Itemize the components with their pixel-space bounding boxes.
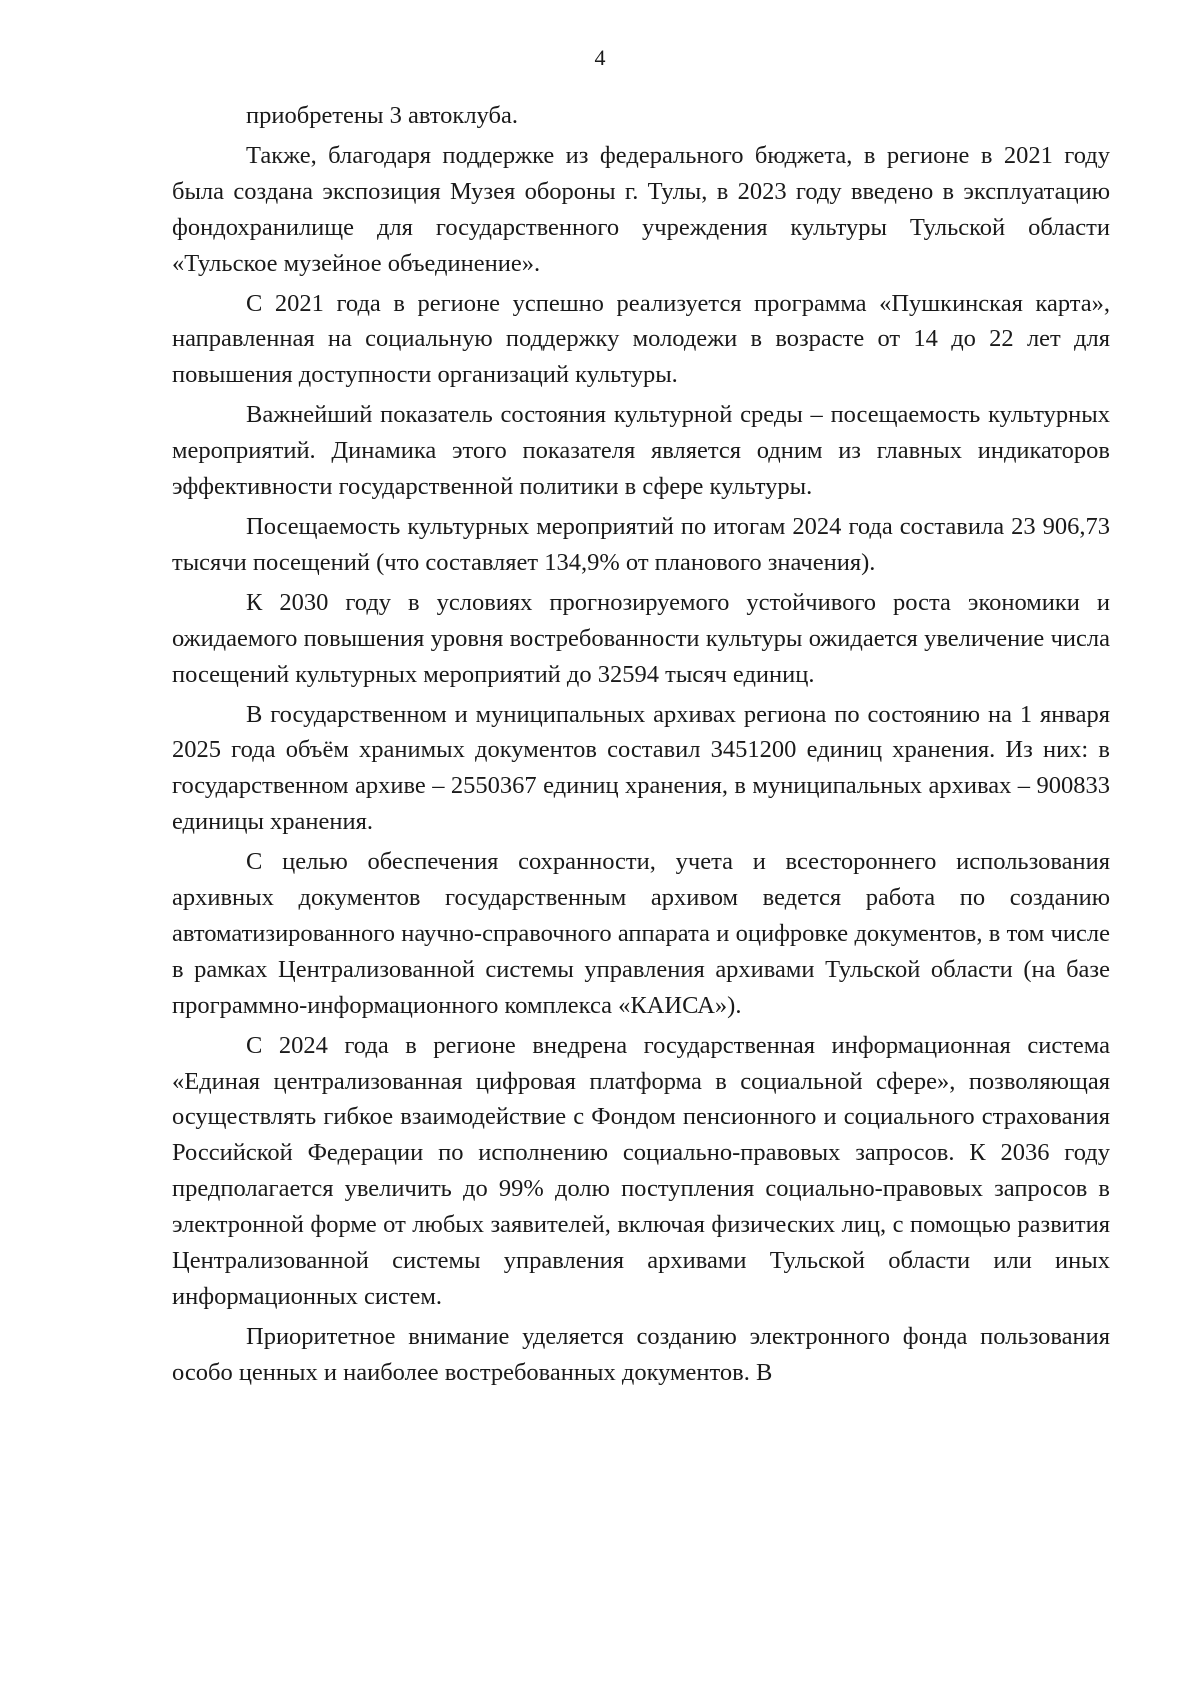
paragraph-7: В государственном и муниципальных архивах региона по состоянию на 1 января 2025 года объём хранимых документов составил 3451200 единиц хранения. Из них: в государственном архиве – 2550367 единиц хранения, в муниципальных архивах – 900833 единицы хранения. <box>172 700 1110 836</box>
paragraph-10: Приоритетное внимание уделяется созданию электронного фонда пользования особо ценных и наиболее востребованных документов. В <box>172 1322 1110 1386</box>
paragraph-9: С 2024 года в регионе внедрена государственная информационная система «Единая централизованная цифровая платформа в социальной сфере», позволяющая осуществлять гибкое взаимодействие с Фондом пенсионного и социального страхования Российской Федерации по исполнению социально-правовых запросов. К 2036 году предполагается увеличить до 99% долю поступления социально-правовых запросов в электронной форме от любых заявителей, включая физических лиц, с помощью развития Централизованной системы управления архивами Тульской области или иных информационных систем. <box>172 1031 1110 1310</box>
document-body <box>172 98 1110 1395</box>
page-number: 4 <box>594 45 606 70</box>
paragraph-2: Также, благодаря поддержке из федерального бюджета, в регионе в 2021 году была создана экспозиция Музея обороны г. Тулы, в 2023 году введено в эксплуатацию фондохранилище для государственного учреждения культуры Тульской области «Тульское музейное объединение». <box>172 141 1110 277</box>
paragraph-1: приобретены 3 автоклуба. <box>246 102 518 129</box>
paragraph-5: Посещаемость культурных мероприятий по итогам 2024 года составила 23 906,73 тысячи посещений (что составляет 134,9% от планового значения). <box>172 512 1110 576</box>
paragraph-6: К 2030 году в условиях прогнозируемого устойчивого роста экономики и ожидаемого повышения уровня востребованности культуры ожидается увеличение числа посещений культурных мероприятий до 32594 тысяч единиц. <box>172 588 1110 688</box>
paragraph-3: С 2021 года в регионе успешно реализуется программа «Пушкинская карта», направленная на социальную поддержку молодежи в возрасте от 14 до 22 лет для повышения доступности организаций культуры. <box>172 289 1110 389</box>
paragraph-8: С целью обеспечения сохранности, учета и всестороннего использования архивных документов государственным архивом ведется работа по созданию автоматизированного научно-справочного аппарата и оцифровке документов, в том числе в рамках Централизованной системы управления архивами Тульской области (на базе программно-информационного комплекса «КАИСА»). <box>172 848 1110 1019</box>
paragraph-4: Важнейший показатель состояния культурной среды – посещаемость культурных мероприятий. Динамика этого показателя является одним из главных индикаторов эффективности государственной политики в сфере культуры. <box>172 401 1110 501</box>
